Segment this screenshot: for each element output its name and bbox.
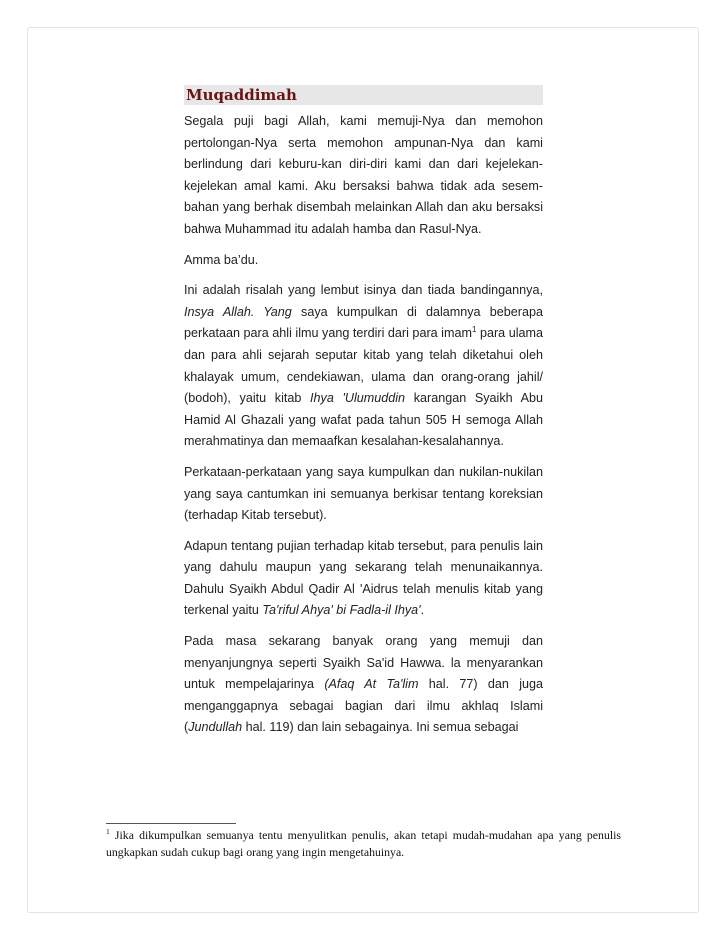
paragraph-opening: Segala puji bagi Allah, kami memuji-Nya dan memohon pertolongan-Nya serta memohon ampunan-Nya dan kami berlindung dari keburu-kan diri-diri kami dan dari kejelekan-kejelekan amal kami. Aku bersaksi bahwa tidak ada sesem-bahan yang berhak disembah melainkan Allah dan aku bersaksi bahwa Muhammad itu adalah hamba dan Rasul-Nya. (184, 114, 543, 236)
document-body (184, 85, 543, 748)
book-title: (Afaq At Ta'lim (324, 677, 419, 692)
text-run: Ini adalah risalah yang lembut isinya dan tiada bandingannya, (184, 283, 543, 298)
book-title: Ihya 'Ulumuddin (310, 391, 406, 406)
book-title: Jundullah (188, 720, 243, 735)
text-run: saya kumpulkan di dalamnya beberapa perkataan para ahli ilmu yang terdiri dari para imam (184, 304, 543, 341)
paragraph-corrections: Perkataan-perkataan yang saya kumpulkan dan nukilan-nukilan yang saya cantumkan ini semuanya berkisar tentang koreksian (terhadap Kitab tersebut). (184, 464, 543, 523)
paragraph-praise (184, 536, 543, 622)
footnote-separator (106, 823, 236, 824)
paragraph-intro (184, 280, 543, 453)
text-run: hal. 77) dan juga menganggapnya sebagai bagian dari ilmu akhlaq Islami ( (184, 677, 544, 735)
section-heading: Muqaddimah (184, 85, 543, 105)
footnote-reference[interactable]: 1 (471, 325, 477, 335)
text-run: . (420, 603, 425, 618)
footnote (106, 827, 621, 861)
text-run: Pada masa sekarang banyak orang yang memuji dan menyanjungnya seperti Syaikh Sa'id Hawwa. la menyarankan untuk mempelajarinya (184, 634, 543, 692)
paragraph-modern (184, 631, 543, 739)
footnote-mark: 1 (106, 827, 110, 837)
text-run: hal. 119) dan lain sebagainya. Ini semua sebagai (242, 720, 519, 735)
text-run: karangan Syaikh Abu Hamid Al Ghazali yang wafat pada tahun 505 H semoga Allah merahmatinya dan memaafkan kesalahan-kesalahannya. (184, 391, 543, 449)
footnote-text: Jika dikumpulkan semuanya tentu menyulitkan penulis, akan tetapi mudah-mudahan apa yang penulis ungkapkan sudah cukup bagi orang yang ingin mengetahuinya. (106, 828, 621, 859)
text-run: Adapun tentang pujian terhadap kitab tersebut, para penulis lain yang dahulu maupun yang sekarang telah menunaikannya. Dahulu Syaikh Abdul Qadir Al 'Aidrus telah menulis kitab yang terkenal yaitu (184, 538, 543, 618)
paragraph-amma-badu: Amma ba’du. (184, 252, 259, 267)
book-title: Ta'riful Ahya' bi Fadla-il Ihya' (262, 603, 421, 618)
text-run: para ulama dan para ahli sejarah seputar kitab yang telah diketahui oleh khalayak umum, cendekiawan, ulama dan orang-orang jahil/ (bodoh), yaitu kitab (184, 326, 543, 406)
italic-run: Insya Allah. Yang (184, 304, 292, 319)
